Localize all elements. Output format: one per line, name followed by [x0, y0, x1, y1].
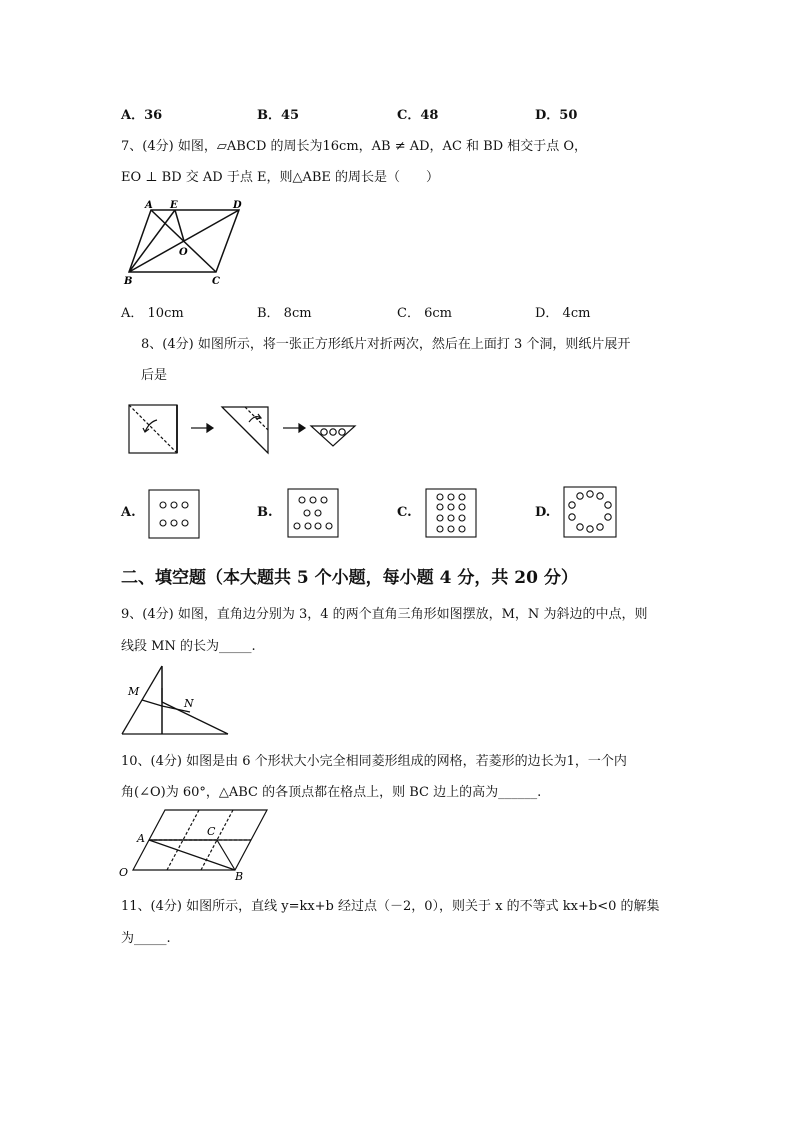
- q7-label-o: O: [179, 247, 188, 258]
- section-title-fill-in: 二、填空题（本大题共 5 个小题，每小题 4 分，共 20 分）: [121, 568, 578, 588]
- q10-text-line1: 10、(4分) 如图是由 6 个形状大小完全相同菱形组成的网格，若菱形的边长为1，一个内: [121, 754, 627, 769]
- q7-label-c: C: [212, 276, 220, 287]
- q7-option-a: A． 10cm: [121, 306, 184, 321]
- q8-option-a-label: A.: [121, 505, 136, 520]
- q10-label-o: O: [119, 866, 129, 879]
- q6-option-c: C．48: [397, 108, 439, 123]
- q9-label-n: N: [184, 697, 194, 710]
- q7-label-a: A: [145, 200, 153, 211]
- q10-label-b: B: [235, 870, 244, 883]
- q6-option-b: B．45: [257, 108, 300, 123]
- q7-option-b: B． 8cm: [257, 306, 312, 321]
- q8-option-b-figure: [287, 488, 341, 538]
- q6-option-d: D．50: [535, 108, 578, 123]
- q7-label-e: E: [170, 200, 178, 211]
- q7-option-d: D． 4cm: [535, 306, 591, 321]
- q10-text-line2: 角(∠O)为 60°，△ABC 的各顶点都在格点上，则 BC 边上的高为______.: [121, 785, 542, 800]
- q10-rhombus-grid-figure: [115, 808, 273, 883]
- q10-label-c: C: [207, 825, 216, 838]
- q8-option-d-figure: [563, 486, 619, 538]
- q7-text-line2: EO ⊥ BD 交 AD 于点 E，则△ABE 的周长是（ ）: [121, 170, 440, 185]
- q9-text-line1: 9、(4分) 如图，直角边分别为 3，4 的两个直角三角形如图摆放，M，N 为斜边的中点，则: [121, 607, 648, 622]
- q8-text-line1: 8、(4分) 如图所示，将一张正方形纸片对折两次，然后在上面打 3 个洞，则纸片展开: [141, 337, 631, 352]
- q8-option-a-figure: [148, 489, 202, 539]
- q8-option-b-label: B.: [257, 505, 273, 520]
- q9-triangles-figure: [120, 662, 232, 738]
- q8-option-c-label: C.: [397, 505, 412, 520]
- q11-text-line2: 为_____.: [121, 931, 171, 946]
- q8-option-d-label: D.: [535, 505, 551, 520]
- q9-label-m: M: [128, 685, 140, 698]
- q10-label-a: A: [137, 832, 145, 845]
- q8-text-line2: 后是: [141, 368, 168, 383]
- q11-text-line1: 11、(4分) 如图所示，直线 y=kx+b 经过点（－2，0），则关于 x 的不等式 kx+b<0 的解集: [121, 899, 660, 914]
- q7-label-d: D: [233, 200, 242, 211]
- q6-option-a: A．36: [121, 108, 163, 123]
- q8-folding-diagram: [125, 402, 365, 458]
- q7-option-c: C． 6cm: [397, 306, 452, 321]
- q8-option-c-figure: [425, 488, 479, 538]
- q7-label-b: B: [124, 276, 133, 287]
- q7-text-line1: 7、(4分) 如图，▱ABCD 的周长为16cm，AB ≠ AD，AC 和 BD 相交于点 O，: [121, 139, 588, 154]
- q9-text-line2: 线段 MN 的长为_____.: [121, 639, 256, 654]
- q7-parallelogram-figure: [118, 198, 258, 288]
